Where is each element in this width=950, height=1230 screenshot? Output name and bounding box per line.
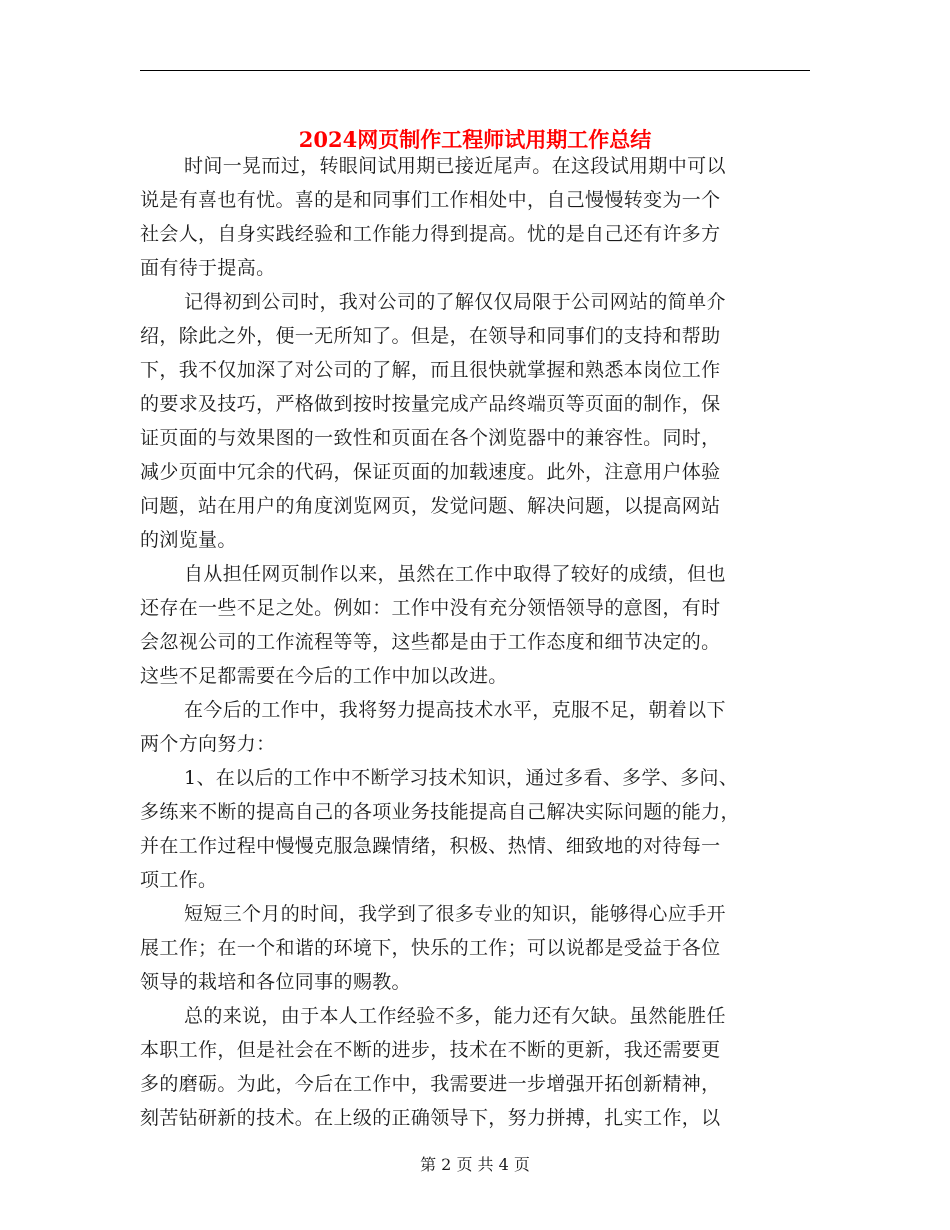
text-line: 的要求及技巧，严格做到按时按量完成产品终端页等页面的制作，保 bbox=[140, 393, 721, 415]
text-line: 在今后的工作中，我将努力提高技术水平，克服不足，朝着以下 bbox=[184, 699, 726, 721]
text-line: 绍，除此之外，便一无所知了。但是，在领导和同事们的支持和帮助 bbox=[140, 325, 721, 347]
text-line: 并在工作过程中慢慢克服急躁情绪，积极、热情、细致地的对待每一 bbox=[140, 835, 721, 857]
text-line: 减少页面中冗余的代码，保证页面的加载速度。此外，注意用户体验 bbox=[140, 461, 721, 483]
text-line: 社会人，自身实践经验和工作能力得到提高。忧的是自己还有许多方 bbox=[140, 223, 721, 245]
document-title: 2024网页制作工程师试用期工作总结 bbox=[298, 127, 652, 153]
text-line: 领导的栽培和各位同事的赐教。 bbox=[140, 971, 411, 993]
text-line: 下，我不仅加深了对公司的了解，而且很快就掌握和熟悉本岗位工作 bbox=[140, 359, 721, 381]
paragraph-1 bbox=[140, 149, 810, 285]
text-line: 多练来不断的提高自己的各项业务技能提高自己解决实际问题的能力， bbox=[140, 801, 740, 823]
header-rule bbox=[140, 70, 810, 71]
text-line: 两个方向努力： bbox=[140, 733, 276, 755]
text-line: 展工作；在一个和谐的环境下，快乐的工作；可以说都是受益于各位 bbox=[140, 937, 721, 959]
page-number: 第 2 页 共 4 页 bbox=[420, 1155, 530, 1174]
paragraph-5 bbox=[140, 761, 810, 897]
text-line: 本职工作，但是社会在不断的进步，技术在不断的更新，我还需要更 bbox=[140, 1039, 721, 1061]
text-line: 还存在一些不足之处。例如：工作中没有充分领悟领导的意图，有时 bbox=[140, 597, 721, 619]
paragraph-6 bbox=[140, 897, 810, 999]
text-line: 时间一晃而过，转眼间试用期已接近尾声。在这段试用期中可以 bbox=[184, 155, 726, 177]
text-line: 自从担任网页制作以来，虽然在工作中取得了较好的成绩，但也 bbox=[184, 563, 726, 585]
text-line: 说是有喜也有忧。喜的是和同事们工作相处中，自己慢慢转变为一个 bbox=[140, 189, 721, 211]
text-line: 的浏览量。 bbox=[140, 529, 237, 551]
paragraph-4 bbox=[140, 693, 810, 761]
document-body bbox=[140, 149, 810, 1135]
text-line: 问题，站在用户的角度浏览网页，发觉问题、解决问题，以提高网站 bbox=[140, 495, 721, 517]
text-line: 1、在以后的工作中不断学习技术知识，通过多看、多学、多问、 bbox=[184, 767, 739, 789]
text-line: 多的磨砺。为此，今后在工作中，我需要进一步增强开拓创新精神， bbox=[140, 1073, 721, 1095]
text-line: 记得初到公司时，我对公司的了解仅仅局限于公司网站的简单介 bbox=[184, 291, 726, 313]
text-line: 面有待于提高。 bbox=[140, 257, 276, 279]
text-line: 证页面的与效果图的一致性和页面在各个浏览器中的兼容性。同时， bbox=[140, 427, 721, 449]
text-line: 短短三个月的时间，我学到了很多专业的知识，能够得心应手开 bbox=[184, 903, 726, 925]
paragraph-3 bbox=[140, 557, 810, 693]
text-line: 总的来说，由于本人工作经验不多，能力还有欠缺。虽然能胜任 bbox=[184, 1005, 726, 1027]
text-line: 会忽视公司的工作流程等等，这些都是由于工作态度和细节决定的。 bbox=[140, 631, 721, 653]
paragraph-7 bbox=[140, 999, 810, 1135]
text-line: 项工作。 bbox=[140, 869, 218, 891]
text-line: 刻苦钻研新的技术。在上级的正确领导下，努力拼搏，扎实工作，以 bbox=[140, 1107, 721, 1129]
paragraph-2 bbox=[140, 285, 810, 557]
text-line: 这些不足都需要在今后的工作中加以改进。 bbox=[140, 665, 508, 687]
